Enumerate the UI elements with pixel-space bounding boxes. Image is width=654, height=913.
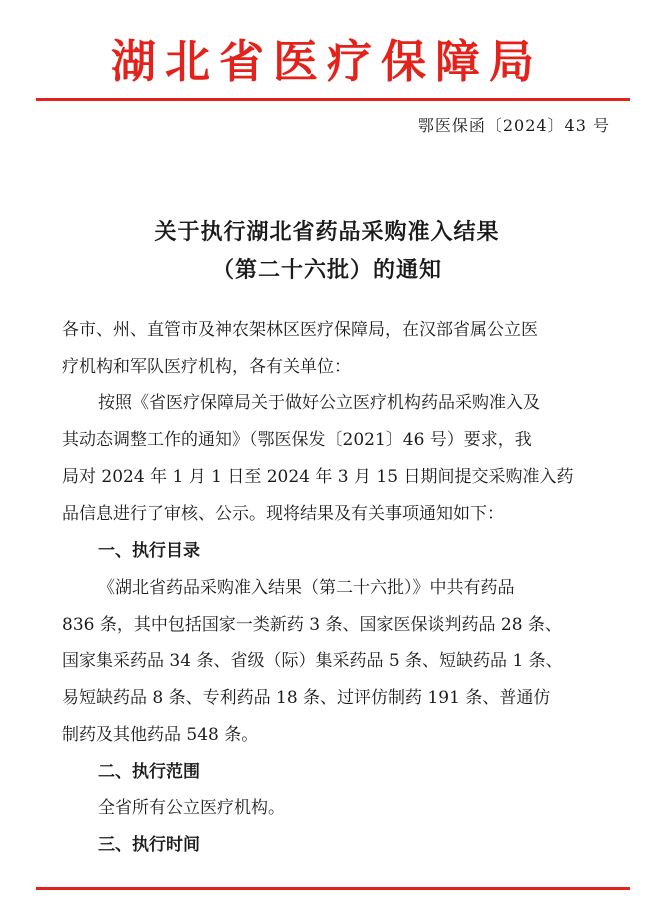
section-1-line-2: 836 条，其中包括国家一类新药 3 条、国家医保谈判药品 28 条、 [62,615,562,635]
salutation-line-1: 各市、州、直管市及神农架林区医疗保障局，在汉部省属公立医 [62,320,538,340]
issuing-authority-header: 湖北省医疗保障局 [110,35,543,88]
section-3-heading: 三、执行时间 [98,835,200,855]
intro-line-4: 品信息进行了审核、公示。现将结果及有关事项通知如下： [62,504,504,524]
intro-line-2: 其动态调整工作的通知》（鄂医保发〔2021〕46 号）要求，我 [62,430,532,450]
intro-line-1: 按照《省医疗保障局关于做好公立医疗机构药品采购准入及 [98,393,540,413]
document-title-line-1: 关于执行湖北省药品采购准入结果 [154,220,500,245]
section-1-heading: 一、执行目录 [98,541,200,561]
section-1-line-5: 制药及其他药品 548 条。 [62,725,259,745]
document-number: 鄂医保函〔2024〕43 号 [417,116,610,135]
section-1-line-1: 《湖北省药品采购准入结果（第二十六批）》中共有药品 [98,578,515,598]
section-1-line-3: 国家集采药品 34 条、省级（际）集采药品 5 条、短缺药品 1 条、 [62,651,563,671]
document-title-line-2: （第二十六批）的通知 [211,258,442,283]
footer-red-rule [36,887,630,890]
header-red-rule [36,98,630,101]
intro-line-3: 局对 2024 年 1 月 1 日至 2024 年 3 月 15 日期间提交采购准入药 [62,467,574,487]
section-1-line-4: 易短缺药品 8 条、专利药品 18 条、过评仿制药 191 条、普通仿 [62,688,551,708]
salutation-line-2: 疗机构和军队医疗机构，各有关单位： [62,357,351,377]
section-2-line-1: 全省所有公立医疗机构。 [98,798,285,818]
section-2-heading: 二、执行范围 [98,762,200,782]
